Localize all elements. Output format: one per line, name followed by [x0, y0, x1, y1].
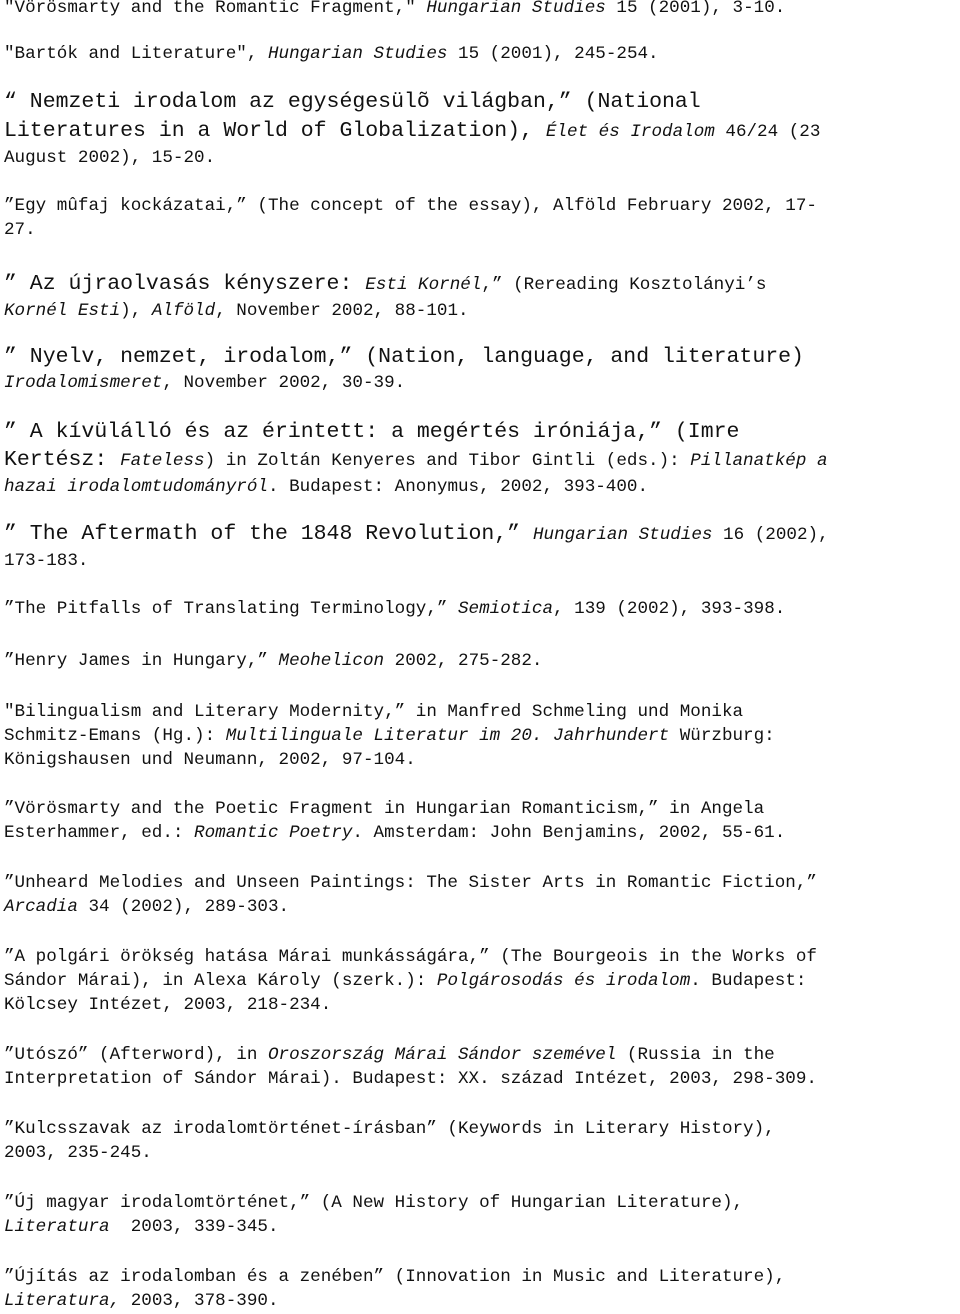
- entry-line: [4, 299, 958, 323]
- entry-source-italic: Alföld: [151, 301, 216, 321]
- entry-text: ”The Pitfalls of Translating Terminology,”: [4, 599, 458, 619]
- entry-line: [4, 1043, 958, 1067]
- entry-text: ” A kívülálló és az érintett: a megértés iróniája,” (Imre: [4, 420, 740, 444]
- bibliography-entry: [4, 1265, 958, 1313]
- entry-title-italic: Esti Kornél: [365, 275, 482, 295]
- entry-text: Schmitz-Emans (Hg.):: [4, 726, 226, 746]
- entry-line: [4, 0, 958, 20]
- entry-text: Esterhammer, ed.:: [4, 823, 195, 843]
- entry-text: 16 (2002),: [712, 525, 829, 545]
- entry-text: ) in Zoltán Kenyeres and Tibor Gintli (eds.):: [204, 451, 691, 471]
- entry-line: [4, 969, 958, 993]
- entry-text: Literatures in a World of Globalization),: [4, 119, 546, 143]
- bibliography-entry: [4, 194, 958, 242]
- entry-text: ”Utószó” (Afterword), in: [4, 1045, 268, 1065]
- entry-source-italic: Hungarian Studies: [533, 525, 713, 545]
- entry-source-italic: Pillanatkép a: [690, 451, 828, 471]
- entry-source-italic: Romantic Poetry: [194, 823, 353, 843]
- entry-source-italic: Meohelicon: [278, 651, 385, 671]
- bibliography-entry: [4, 88, 958, 170]
- entry-line: [4, 218, 958, 242]
- entry-text: ” Nyelv, nemzet, irodalom,” (Nation, language, and literature): [4, 345, 804, 369]
- entry-line: [4, 371, 958, 395]
- entry-line: [4, 117, 958, 146]
- entry-line: [4, 418, 958, 446]
- entry-text: 15 (2001), 245-254.: [447, 44, 659, 64]
- bibliography-entry: [4, 597, 958, 621]
- entry-text: ”Újítás az irodalomban és a zenében” (Innovation in Music and Literature),: [4, 1267, 786, 1287]
- entry-line: [4, 871, 958, 895]
- entry-line: [4, 993, 958, 1017]
- entry-text: . Amsterdam: John Benjamins, 2002, 55-61.: [352, 823, 786, 843]
- entry-text: 34 (2002), 289-303.: [77, 897, 290, 917]
- entry-text: 15 (2001), 3-10.: [605, 0, 786, 18]
- entry-line: [4, 1191, 958, 1215]
- entry-text: ”Unheard Melodies and Unseen Paintings: The Sister Arts in Romantic Fiction,”: [4, 873, 817, 893]
- entry-text: Kölcsey Intézet, 2003, 218-234.: [4, 995, 332, 1015]
- bibliography-entry: [4, 649, 958, 673]
- bibliography-entry: [4, 945, 958, 1017]
- entry-text: . Budapest:: [690, 971, 807, 991]
- entry-text: , November 2002, 88-101.: [215, 301, 469, 321]
- bibliography-entry: [4, 1043, 958, 1091]
- entry-line: [4, 42, 958, 66]
- entry-text: ”Henry James in Hungary,”: [4, 651, 279, 671]
- entry-line: [4, 700, 958, 724]
- entry-text: ),: [120, 301, 152, 321]
- entry-text: , November 2002, 30-39.: [162, 373, 406, 393]
- entry-line: [4, 1265, 958, 1289]
- entry-text: Kertész:: [4, 448, 121, 472]
- entry-text: "Vörösmarty and the Romantic Fragment,": [4, 0, 427, 18]
- entry-line: [4, 649, 958, 673]
- entry-source-italic: Semiotica: [458, 599, 554, 619]
- entry-line: [4, 1117, 958, 1141]
- entry-text: "Bartók and Literature",: [4, 44, 268, 64]
- entry-text: ”A polgári örökség hatása Márai munkásságára,” (The Bourgeois in the Works of: [4, 947, 817, 967]
- entry-line: [4, 1215, 958, 1239]
- entry-text: August 2002), 15-20.: [4, 148, 216, 168]
- entry-line: [4, 194, 958, 218]
- entry-text: Würzburg:: [669, 726, 775, 746]
- entry-line: [4, 748, 958, 772]
- entry-text: ” The Aftermath of the 1848 Revolution,”: [4, 522, 533, 546]
- entry-line: [4, 520, 958, 549]
- entry-text: ”Kulcsszavak az irodalomtörténet-írásban” (Keywords in Literary History),: [4, 1119, 775, 1139]
- entry-text: 2002, 275-282.: [384, 651, 543, 671]
- entry-text: 46/24 (23: [714, 122, 821, 142]
- entry-line: [4, 270, 958, 299]
- entry-source-italic: Literatura: [4, 1217, 110, 1237]
- entry-source-italic: Irodalomismeret: [4, 373, 163, 393]
- entry-source-italic: Oroszország Márai Sándor szemével: [267, 1045, 617, 1065]
- entry-source-italic: Literatura,: [4, 1291, 121, 1311]
- entry-line: [4, 797, 958, 821]
- entry-source-italic: hazai irodalomtudományról: [4, 477, 268, 497]
- entry-text: Königshausen und Neumann, 2002, 97-104.: [4, 750, 416, 770]
- entry-text: “ Nemzeti irodalom az egységesülõ világban,” (National: [4, 90, 701, 114]
- entry-text: 173-183.: [4, 551, 89, 571]
- entry-line: [4, 549, 958, 573]
- bibliography-entry: [4, 418, 958, 499]
- entry-source-italic: Multilinguale Literatur im 20. Jahrhundert: [225, 726, 670, 746]
- entry-line: [4, 1067, 958, 1091]
- bibliography-entry: [4, 700, 958, 772]
- entry-line: [4, 724, 958, 748]
- bibliography-entry: [4, 1191, 958, 1239]
- entry-line: [4, 821, 958, 845]
- entry-title-italic: Fateless: [120, 451, 205, 471]
- entry-text: ,” (Rereading Kosztolányi’s: [481, 275, 767, 295]
- entry-text: ”Egy mûfaj kockázatai,” (The concept of the essay), Alföld February 2002, 17-: [4, 196, 817, 216]
- entry-line: [4, 1289, 958, 1313]
- entry-source-italic: Hungarian Studies: [267, 44, 448, 64]
- entry-text: . Budapest: Anonymus, 2002, 393-400.: [267, 477, 649, 497]
- entry-source-italic: Élet és Irodalom: [545, 122, 715, 142]
- entry-line: [4, 446, 958, 475]
- entry-line: [4, 343, 958, 371]
- bibliography-entry: [4, 42, 958, 66]
- entry-source-italic: Hungarian Studies: [426, 0, 606, 18]
- entry-title-italic: Kornél Esti: [4, 301, 121, 321]
- entry-text: Interpretation of Sándor Márai). Budapest: XX. század Intézet, 2003, 298-309.: [4, 1069, 817, 1089]
- bibliography-entry: [4, 270, 958, 323]
- entry-line: [4, 895, 958, 919]
- entry-line: [4, 88, 958, 117]
- entry-text: "Bilingualism and Literary Modernity,” in Manfred Schmeling und Monika: [4, 702, 744, 722]
- entry-line: [4, 1141, 958, 1165]
- entry-text: ”Vörösmarty and the Poetic Fragment in Hungarian Romanticism,” in Angela: [4, 799, 765, 819]
- entry-text: 2003, 378-390.: [120, 1291, 279, 1311]
- entry-source-italic: Arcadia: [4, 897, 78, 917]
- entry-text: ” Az újraolvasás kényszere:: [4, 272, 366, 296]
- bibliography-entry: [4, 1117, 958, 1165]
- entry-text: ”Új magyar irodalomtörténet,” (A New History of Hungarian Literature),: [4, 1193, 744, 1213]
- entry-text: 2003, 339-345.: [109, 1217, 279, 1237]
- entry-text: Sándor Márai), in Alexa Károly (szerk.):: [4, 971, 437, 991]
- entry-text: 2003, 235-245.: [4, 1143, 152, 1163]
- bibliography-entry: [4, 343, 958, 395]
- bibliography-entry: [4, 797, 958, 845]
- entry-text: (Russia in the: [616, 1045, 775, 1065]
- bibliography-entry: [4, 0, 958, 20]
- entry-text: , 139 (2002), 393-398.: [553, 599, 786, 619]
- entry-line: [4, 475, 958, 499]
- bibliography-entry: [4, 520, 958, 573]
- entry-line: [4, 597, 958, 621]
- bibliography-entry: [4, 871, 958, 919]
- entry-line: [4, 945, 958, 969]
- entry-source-italic: Polgárosodás és irodalom: [436, 971, 691, 991]
- entry-line: [4, 146, 958, 170]
- entry-text: 27.: [4, 220, 36, 240]
